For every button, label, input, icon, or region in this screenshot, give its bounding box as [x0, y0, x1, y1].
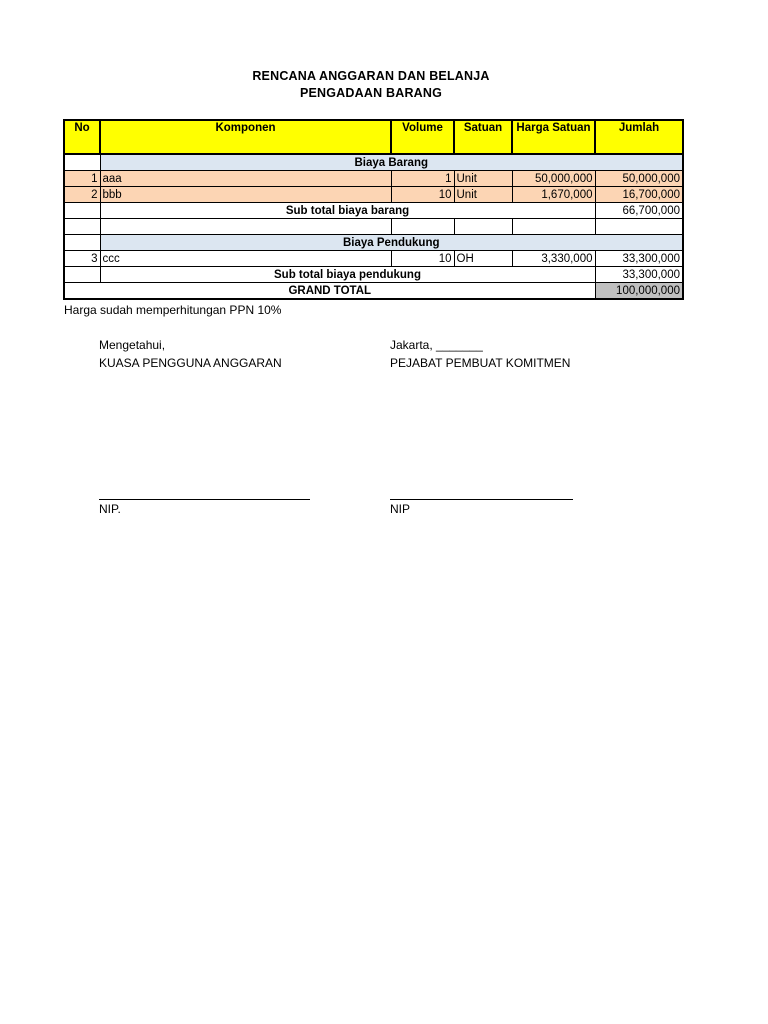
- row-no: 3: [64, 251, 100, 267]
- nip-left: NIP.: [99, 502, 121, 516]
- section-row-barang: [64, 154, 683, 171]
- row-harga: 3,330,000: [512, 251, 595, 267]
- subtotal-value-pendukung: 33,300,000: [595, 267, 683, 283]
- ppn-note: Harga sudah memperhitungan PPN 10%: [64, 303, 282, 317]
- grand-total-value: 100,000,000: [595, 283, 683, 300]
- subtotal-row-pendukung: [64, 267, 683, 283]
- signature-right-title: PEJABAT PEMBUAT KOMITMEN: [390, 356, 571, 370]
- row-volume: 10: [391, 187, 454, 203]
- subtotal-label-pendukung: Sub total biaya pendukung: [100, 267, 595, 283]
- row-no: 1: [64, 171, 100, 187]
- section-label-barang: Biaya Barang: [100, 154, 683, 171]
- row-jumlah: 50,000,000: [595, 171, 683, 187]
- nip-right: NIP: [390, 502, 411, 516]
- header-no: No: [64, 120, 100, 154]
- row-jumlah: 33,300,000: [595, 251, 683, 267]
- row-komponen: ccc: [100, 251, 391, 267]
- signature-block-right: [390, 336, 570, 372]
- subtotal-value-barang: 66,700,000: [595, 203, 683, 219]
- document-subtitle: PENGADAAN BARANG: [299, 86, 443, 100]
- subtotal-row-barang: [64, 203, 683, 219]
- table-row: [64, 171, 683, 187]
- document-title: RENCANA ANGGARAN DAN BELANJA: [252, 69, 490, 83]
- section-row-pendukung: [64, 235, 683, 251]
- row-volume: 10: [391, 251, 454, 267]
- table-row: [64, 187, 683, 203]
- header-komponen: Komponen: [100, 120, 391, 154]
- row-komponen: bbb: [100, 187, 391, 203]
- header-jumlah: Jumlah: [595, 120, 683, 154]
- row-volume: 1: [391, 171, 454, 187]
- row-jumlah: 16,700,000: [595, 187, 683, 203]
- grand-total-label: GRAND TOTAL: [64, 283, 595, 300]
- signature-line-right: [390, 499, 573, 500]
- grand-total-row: [64, 283, 683, 300]
- signature-left-greeting: Mengetahui,: [99, 338, 166, 352]
- row-satuan: OH: [454, 251, 512, 267]
- empty-row: [64, 219, 683, 235]
- signature-right-place-date: Jakarta, _______: [390, 338, 483, 352]
- row-no: 2: [64, 187, 100, 203]
- row-harga: 50,000,000: [512, 171, 595, 187]
- subtotal-label-barang: Sub total biaya barang: [100, 203, 595, 219]
- header-harga-satuan: Harga Satuan: [512, 120, 595, 154]
- signature-line-left: [99, 499, 310, 500]
- row-satuan: Unit: [454, 171, 512, 187]
- budget-table: [63, 119, 684, 300]
- row-harga: 1,670,000: [512, 187, 595, 203]
- row-satuan: Unit: [454, 187, 512, 203]
- section-label-pendukung: Biaya Pendukung: [100, 235, 683, 251]
- signature-left-title: KUASA PENGGUNA ANGGARAN: [99, 356, 282, 370]
- header-satuan: Satuan: [454, 120, 512, 154]
- table-row: [64, 251, 683, 267]
- row-komponen: aaa: [100, 171, 391, 187]
- signature-block-left: [99, 336, 282, 372]
- table-header-row: [64, 120, 683, 154]
- header-volume: Volume: [391, 120, 454, 154]
